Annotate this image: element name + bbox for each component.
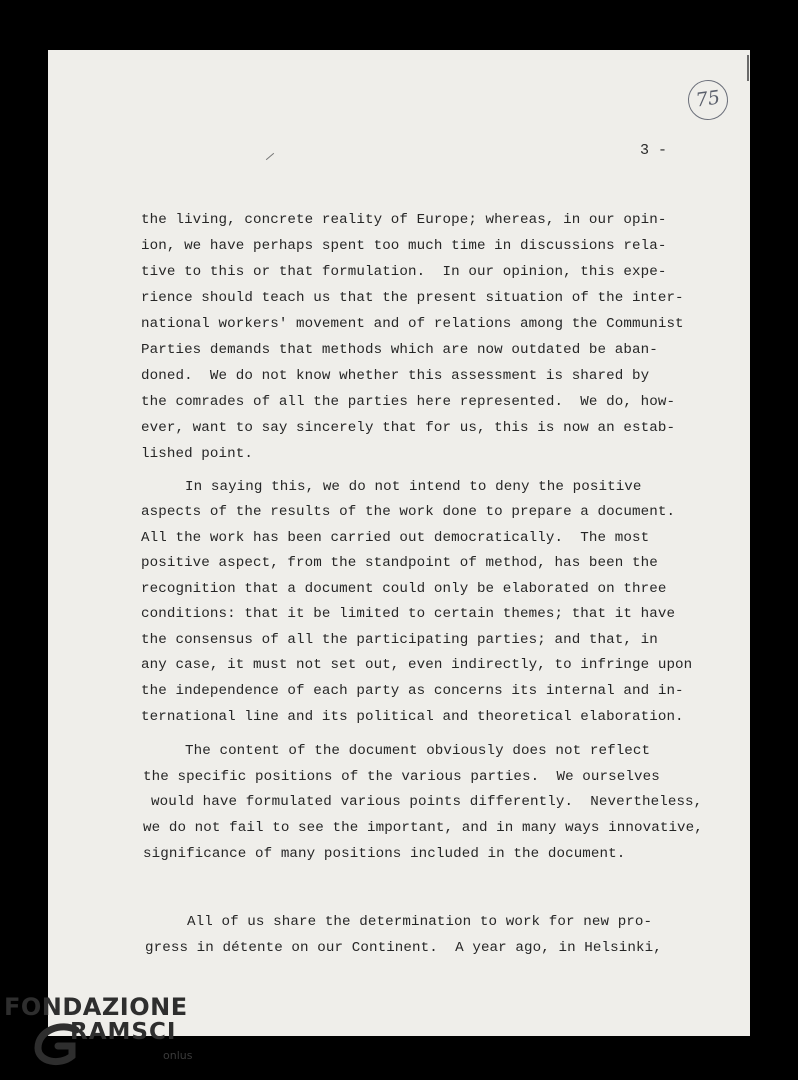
body-line: All of us share the determination to work for new pro- <box>187 914 653 930</box>
body-line: doned. We do not know whether this assessment is shared by <box>141 368 650 384</box>
body-line: gress in détente on our Continent. A year ago, in Helsinki, <box>145 940 662 956</box>
body-line: tive to this or that formulation. In our opinion, this expe- <box>141 264 667 280</box>
body-line: recognition that a document could only be elaborated on three <box>141 581 667 597</box>
body-line: the specific positions of the various parties. We ourselves <box>143 769 660 785</box>
body-line: In saying this, we do not intend to deny the positive <box>185 479 642 495</box>
body-line: conditions: that it be limited to certain themes; that it have <box>141 606 676 622</box>
body-line: aspects of the results of the work done to prepare a document. <box>141 504 676 520</box>
body-line: positive aspect, from the standpoint of method, has been the <box>141 555 658 571</box>
body-line: the independence of each party as concerns its internal and in- <box>141 683 684 699</box>
body-line: rience should teach us that the present situation of the inter- <box>141 290 684 306</box>
body-line: national workers' movement and of relations among the Communist <box>141 316 684 332</box>
body-line: lished point. <box>141 446 253 462</box>
watermark-text: RAMSCI <box>70 1019 177 1045</box>
body-line: ever, want to say sincerely that for us, this is now an estab- <box>141 420 676 436</box>
body-line: we do not fail to see the important, and in many ways innovative, <box>143 820 703 836</box>
body-line: the consensus of all the participating parties; and that, in <box>141 632 658 648</box>
body-line: The content of the document obviously does not reflect <box>185 743 651 759</box>
body-line: the living, concrete reality of Europe; whereas, in our opin- <box>141 212 667 228</box>
body-line: ternational line and its political and theoretical elaboration. <box>141 709 684 725</box>
watermark-text: onlus <box>163 1049 193 1062</box>
page-edge-mark <box>747 55 749 81</box>
body-line: Parties demands that methods which are now outdated be aban- <box>141 342 658 358</box>
page-number: 3 - <box>640 142 668 159</box>
archive-number-stamp: 75 <box>685 77 730 122</box>
body-line: All the work has been carried out democratically. The most <box>141 530 650 546</box>
body-line: significance of many positions included in the document. <box>143 846 626 862</box>
body-line: the comrades of all the parties here represented. We do, how- <box>141 394 676 410</box>
body-line: any case, it must not set out, even indirectly, to infringe upon <box>141 657 693 673</box>
watermark-text: FONDAZIONE <box>4 993 188 1021</box>
body-line: ion, we have perhaps spent too much time in discussions rela- <box>141 238 667 254</box>
body-line: would have formulated various points differently. Nevertheless, <box>151 794 703 810</box>
